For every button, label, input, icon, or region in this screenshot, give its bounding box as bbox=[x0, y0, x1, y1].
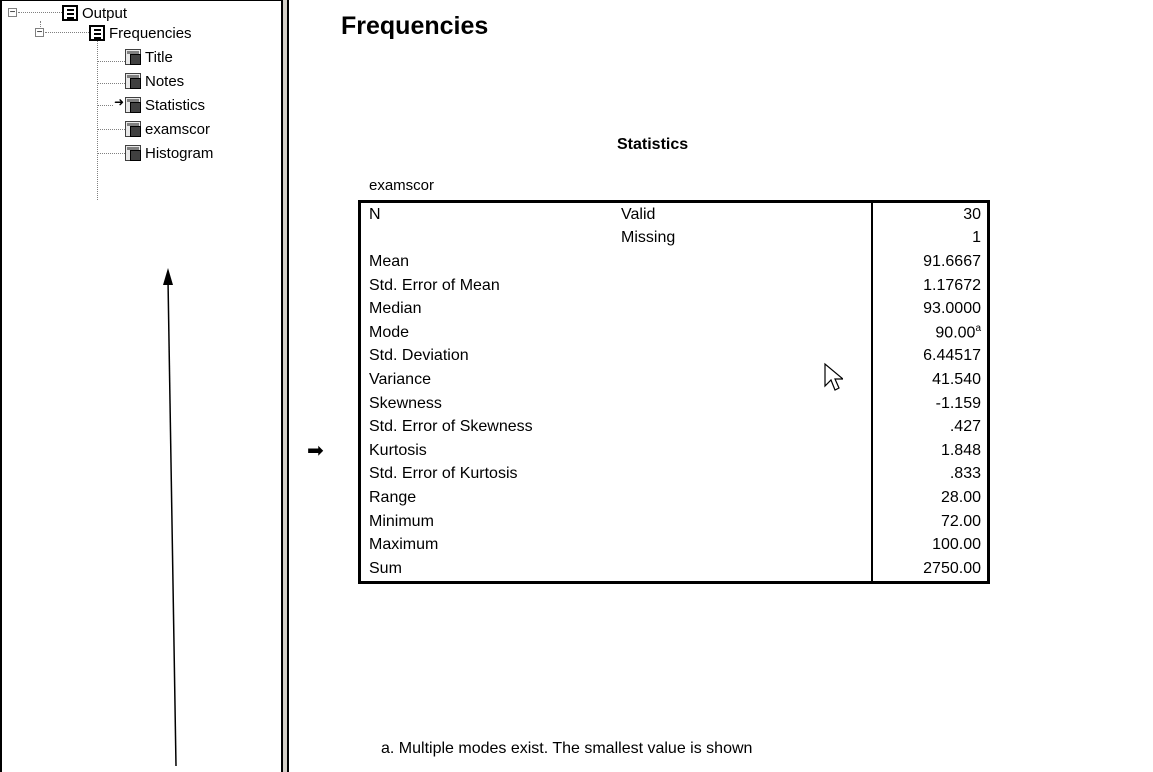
row-label: Median bbox=[369, 300, 422, 318]
value-text: .833 bbox=[949, 465, 981, 483]
mouse-cursor-icon bbox=[823, 362, 843, 392]
collapse-frequencies-expander[interactable]: − bbox=[36, 27, 43, 38]
row-label: Mode bbox=[369, 323, 410, 341]
row-label: Variance bbox=[369, 370, 431, 388]
table-title: Statistics bbox=[617, 136, 689, 153]
tree-item-label: Histogram bbox=[145, 144, 214, 162]
value-text: 90.00 bbox=[935, 324, 976, 342]
value-text: -1.159 bbox=[935, 394, 981, 412]
row-label: Kurtosis bbox=[369, 441, 427, 459]
value-text: 30 bbox=[963, 205, 981, 223]
value-text: 2750.00 bbox=[923, 559, 981, 577]
selected-item-arrow-icon: ➜ bbox=[114, 95, 125, 109]
value-text: 72.00 bbox=[940, 512, 981, 530]
row-sublabel: Valid bbox=[621, 205, 656, 223]
row-label: Std. Error of Mean bbox=[369, 276, 500, 294]
tree-item-label: Frequencies bbox=[109, 24, 192, 42]
row-label: Maximum bbox=[369, 536, 439, 554]
row-label: Sum bbox=[369, 559, 402, 577]
value-text: 100.00 bbox=[932, 536, 981, 554]
footnote-mark: a bbox=[975, 323, 981, 335]
document-heading[interactable]: Frequencies bbox=[341, 12, 489, 40]
collapse-output-expander[interactable]: − bbox=[9, 7, 16, 18]
value-text: 1.17672 bbox=[923, 276, 981, 294]
row-label: Std. Deviation bbox=[369, 347, 469, 365]
row-label: Skewness bbox=[369, 394, 442, 412]
row-label: Mean bbox=[369, 252, 410, 270]
value-text: 41.540 bbox=[932, 370, 981, 388]
row-label: Range bbox=[369, 488, 417, 506]
row-label: Minimum bbox=[369, 512, 434, 530]
row-sublabel: Missing bbox=[621, 229, 676, 247]
tree-item-label: Title bbox=[145, 48, 173, 66]
value-text: 6.44517 bbox=[923, 347, 981, 365]
tree-item-label: examscor bbox=[145, 120, 211, 138]
value-text: 1.848 bbox=[940, 441, 981, 459]
tree-item-label: Output bbox=[82, 4, 128, 22]
row-label: N bbox=[369, 205, 381, 223]
tree-item-label: Statistics bbox=[145, 96, 206, 114]
value-text: 1 bbox=[972, 229, 981, 247]
row-label: Std. Error of Skewness bbox=[369, 418, 533, 436]
value-text: 28.00 bbox=[940, 488, 981, 506]
table-footnote: a. Multiple modes exist. The smallest value is shown bbox=[381, 740, 753, 757]
value-text: .427 bbox=[949, 418, 981, 436]
row-label: Std. Error of Kurtosis bbox=[369, 465, 518, 483]
selected-item-arrow-icon: ➡ bbox=[307, 440, 324, 462]
value-text: 93.0000 bbox=[923, 300, 981, 318]
tree-item-label: Notes bbox=[145, 72, 185, 90]
variable-label: examscor bbox=[369, 177, 435, 194]
value-text: 91.6667 bbox=[923, 252, 981, 270]
